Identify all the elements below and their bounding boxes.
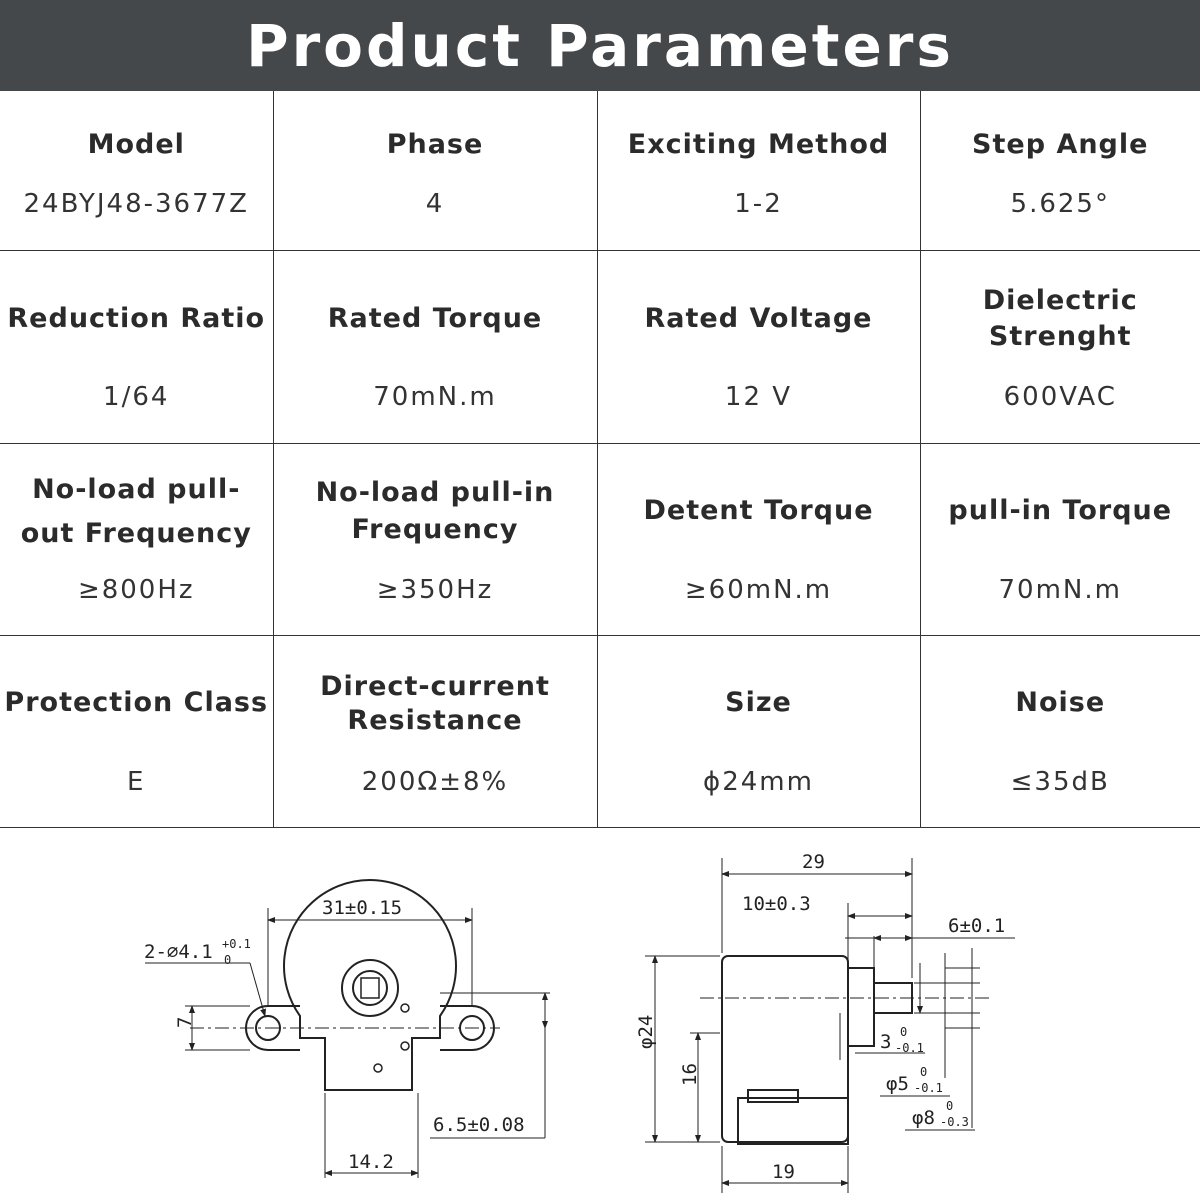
side-connector xyxy=(748,1090,798,1102)
dim-body: 10±0.3 xyxy=(742,893,811,915)
spec-label: Exciting Method xyxy=(627,129,890,161)
page-title: Product Parameters xyxy=(246,11,954,80)
technical-drawings xyxy=(0,828,1200,1200)
dim-height: 7 xyxy=(174,1016,196,1028)
spec-label: Rated Torque xyxy=(327,302,543,334)
spec-table xyxy=(0,91,1200,828)
spec-label: Rated Voltage xyxy=(644,302,873,334)
spec-label: Dielectric Strenght xyxy=(982,284,1138,352)
dim-shaft-dia-tol-lower: -0.1 xyxy=(914,1081,943,1095)
spec-value: 5.625° xyxy=(1010,188,1110,219)
spec-cell-detent-torque xyxy=(597,444,920,636)
dim-hole: 2-⌀4.1 xyxy=(144,941,213,963)
spec-label: No-load pull-out Frequency xyxy=(20,474,252,549)
shaft xyxy=(353,971,387,1005)
spec-value: ≥60mN.m xyxy=(684,574,833,605)
spec-label: pull-in Torque xyxy=(948,495,1173,527)
dim-shaft-diameter: φ5 xyxy=(886,1073,909,1095)
spec-label: Detent Torque xyxy=(643,495,874,527)
spec-cell-dc-resistance xyxy=(273,636,597,828)
spec-value: ≥800Hz xyxy=(77,574,195,605)
dim-boss-dia-tol-upper: 0 xyxy=(946,1099,954,1113)
table-row xyxy=(0,91,1200,251)
spec-value: ≥350Hz xyxy=(376,574,494,605)
spec-cell-pull-in-frequency xyxy=(273,444,597,636)
dim-flat: 3 xyxy=(880,1031,892,1053)
header-banner xyxy=(0,0,1200,91)
spec-label: Phase xyxy=(386,129,484,161)
dim-length: 29 xyxy=(802,851,825,873)
dim-shaft-length: 6±0.1 xyxy=(948,915,1006,937)
spec-cell-rated-voltage xyxy=(597,251,920,444)
dim-width: 31±0.15 xyxy=(322,897,403,919)
spec-value: 200Ω±8% xyxy=(361,766,509,797)
spec-label: Step Angle xyxy=(972,129,1149,161)
spec-cell-exciting-method xyxy=(597,91,920,251)
spec-cell-reduction-ratio xyxy=(0,251,273,444)
spec-cell-size xyxy=(597,636,920,828)
spec-label: Size xyxy=(725,687,792,719)
spec-value: 4 xyxy=(425,188,445,219)
spec-cell-step-angle xyxy=(920,91,1200,251)
spec-value: 1-2 xyxy=(734,188,783,219)
spec-value: E xyxy=(127,766,146,797)
spec-cell-pull-in-torque xyxy=(920,444,1200,636)
spec-cell-dielectric-strength xyxy=(920,251,1200,444)
spec-cell-rated-torque xyxy=(273,251,597,444)
dim-side-height: 16 xyxy=(679,1063,701,1086)
dim-flat-tol-lower: -0.1 xyxy=(895,1041,924,1055)
spec-label: Protection Class xyxy=(4,687,269,719)
table-row xyxy=(0,251,1200,444)
dim-hole-tol-lower: 0 xyxy=(224,953,232,967)
table-row xyxy=(0,636,1200,828)
table-row xyxy=(0,444,1200,636)
dim-boss-dia-tol-lower: -0.3 xyxy=(940,1115,969,1129)
spec-value: 70mN.m xyxy=(373,382,497,412)
spec-value: 24BYJ48-3677Z xyxy=(23,188,249,219)
side-motor-body xyxy=(722,956,848,1142)
side-base xyxy=(738,1098,848,1144)
spec-label: Reduction Ratio xyxy=(7,302,266,334)
spec-cell-protection-class xyxy=(0,636,273,828)
spec-cell-pull-out-frequency xyxy=(0,444,273,636)
spec-value: ≤35dB xyxy=(1010,766,1110,797)
spec-cell-phase xyxy=(273,91,597,251)
dimension-drawing xyxy=(0,828,1200,1200)
dim-diameter: φ24 xyxy=(635,1014,657,1049)
shaft-boss xyxy=(342,960,398,1016)
dim-shaft-offset: 6.5±0.08 xyxy=(433,1114,525,1136)
dim-base-length: 19 xyxy=(772,1161,795,1183)
spec-cell-model xyxy=(0,91,273,251)
spec-value: 600VAC xyxy=(1003,382,1117,412)
dim-base-width: 14.2 xyxy=(348,1151,394,1173)
side-boss xyxy=(848,968,874,1046)
spec-label: Noise xyxy=(1015,687,1106,719)
spec-value: 12 V xyxy=(724,382,793,412)
spec-value: ϕ24mm xyxy=(703,766,814,797)
spec-value: 70mN.m xyxy=(998,574,1122,605)
dim-flat-tol-upper: 0 xyxy=(900,1025,908,1039)
side-view-drawing xyxy=(645,858,1015,1193)
spec-label: Model xyxy=(87,129,185,161)
dim-shaft-dia-tol-upper: 0 xyxy=(920,1065,928,1079)
spec-value: 1/64 xyxy=(103,382,170,412)
dim-boss-diameter: φ8 xyxy=(912,1107,935,1129)
dim-hole-tol-upper: +0.1 xyxy=(222,937,251,951)
spec-label: No-load pull-in Frequency xyxy=(315,477,555,545)
spec-cell-noise xyxy=(920,636,1200,828)
spec-label: Direct-current Resistance xyxy=(320,670,550,736)
